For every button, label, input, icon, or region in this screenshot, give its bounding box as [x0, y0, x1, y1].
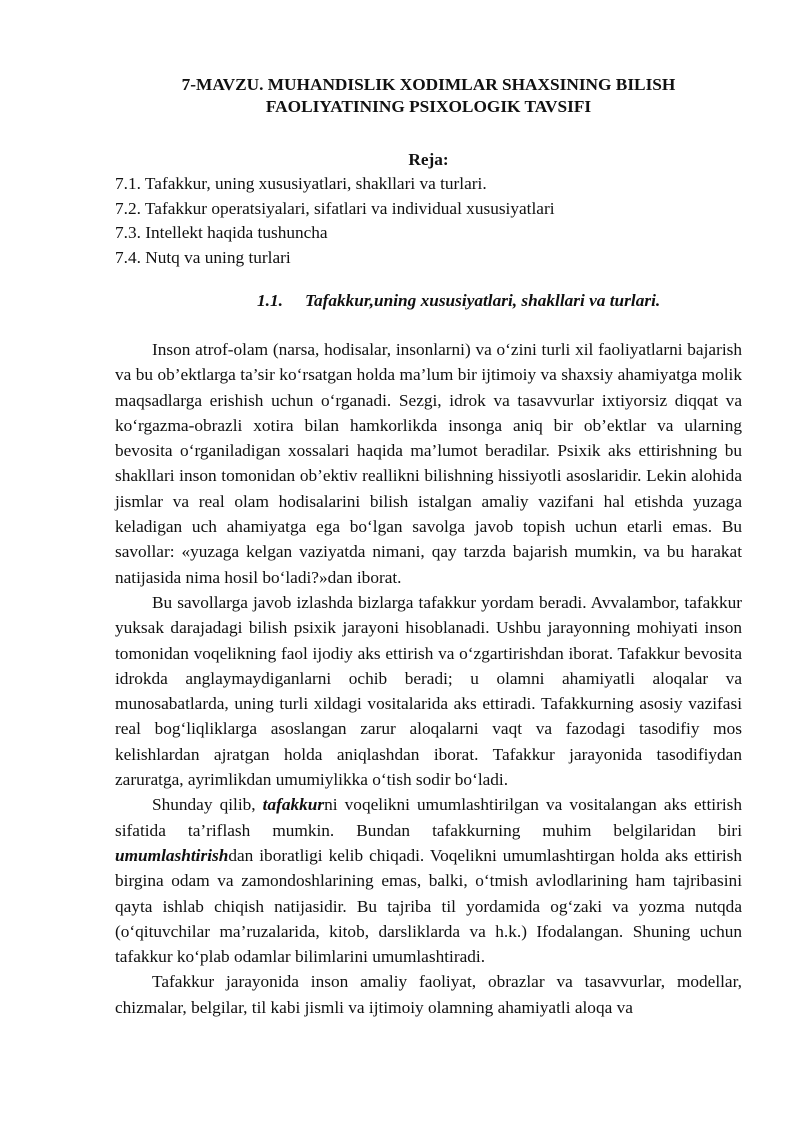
paragraph-2: Bu savollarga javob izlashda bizlarga tafakkur yordam beradi. Avvalambor, tafakkur yuksak darajadagi bilish psixik jarayoni hisoblanadi. Ushbu jarayonning mohiyati inson tomonidan voqelikning faol ijodiy aks ettirish va o‘zgartirishdan iborat. Tafakkur bevosita idrokda anglaymaydiganlarni ochib beradi; u olamni ahamiyatli aloqalar va munosabatlarda, uning turli xildagi vositalarida aks ettiradi. Tafakkurning asosiy vazifasi real bog‘liqliklarga asoslangan zarur aloqalarni vaqt va fazodagi tasodifiy mos kelishlardan ajratgan holda aniqlashdan iborat. Tafakkur jarayonida tasodifiydan zaruratga, ayrimlikdan umumiylikka o‘tish sodir bo‘ladi. [115, 592, 742, 790]
plan-item: 7.1. Tafakkur, uning xususiyatlari, shakllari va turlari. [115, 174, 487, 193]
plan-item: 7.3. Intellekt haqida tushuncha [115, 223, 328, 242]
plan-item: 7.2. Tafakkur operatsiyalari, sifatlari va individual xususiyatlari [115, 198, 555, 218]
plan-list [115, 172, 742, 270]
title-line-1: 7-MAVZU. MUHANDISLIK XODIMLAR SHAXSINING BILISH [181, 75, 676, 94]
paragraph-1: Inson atrof-olam (narsa, hodisalar, insonlarni) va o‘zini turli xil faoliyatlarni bajarish va bu ob’ektlarga ta’sir ko‘rsatgan holda ma’lum bir ijtimoiy va shaxsiy ahamiyatga molik maqsadlarga erishish uchun o‘rganadi. Sezgi, idrok va tasavvurlar ixtiyorsiz diqqat va ko‘rgazma-obrazli xotira bilan hamkorlikda insonga aniq bir ob’ektlar va ularning bevosita o‘rganiladigan xossalari haqida ma’lumot beradilar. Psixik aks ettirishning bu shakllari inson tomonidan ob’ektiv reallikni bilishning hissiyotli asoslaridir. Lekin alohida jismlar va real olam hodisalarini bilish istalgan amaliy vazifani hal etishda yuzaga keladigan uch ahamiyatga ega bo‘lgan savolga javob topish uchun etarli emas. Bu savollar: «yuzaga kelgan vaziyatda nimani, qay tarzda bajarish mumkin, va bu harakat natijasida nima hosil bo‘ladi?»dan iborat. [115, 340, 742, 587]
section-number: 1.1. [257, 291, 283, 310]
document-title [115, 74, 742, 118]
plan-item: 7.4. Nutq va uning turlari [115, 247, 291, 267]
section-heading [257, 288, 742, 313]
title-line-2: FAOLIYATINING PSIXOLOGIK TAVSIFI [265, 97, 592, 116]
paragraph-4: Tafakkur jarayonida inson amaliy faoliyat, obrazlar va tasavvurlar, modellar, chizmalar, belgilar, til kabi jismli va ijtimoiy olamning ahamiyatli aloqa va [115, 972, 742, 1017]
document-page [115, 74, 742, 1020]
term-umumlashtirish: umumlashtirish [115, 845, 229, 865]
plan-heading: Reja: [408, 150, 449, 169]
paragraph-3 [115, 792, 742, 969]
section-title: Tafakkur,uning xususiyatlari, shakllari va turlari. [305, 291, 661, 310]
paragraph-3-text-c: ni voqelikni umumlashtirilgan va vositalangan aks ettirish sifatida ta’riflash mumkin. Bundan tafakkurning muhim belgilaridan biri [115, 795, 742, 840]
paragraph-3-text-e: dan iboratligi kelib chiqadi. Voqelikni umumlashtirgan holda aks ettirish birgina odam va zamondoshlarining emas, balki, o‘tmish avlodlarining ham tajribasini qayta ishlab chiqish natijasidir. Bu tajriba til yordamida og‘zaki va yozma nutqda (o‘qituvchilar ma’ruzalarida, kitob, darsliklarda va h.k.) Ifodalangan. Shuning uchun tafakkur ko‘plab odamlar bilimlarini umumlashtiradi. [115, 845, 742, 967]
term-tafakkur: tafakkur [262, 795, 325, 815]
paragraph-3-text-a: Shunday qilib, [152, 795, 263, 815]
